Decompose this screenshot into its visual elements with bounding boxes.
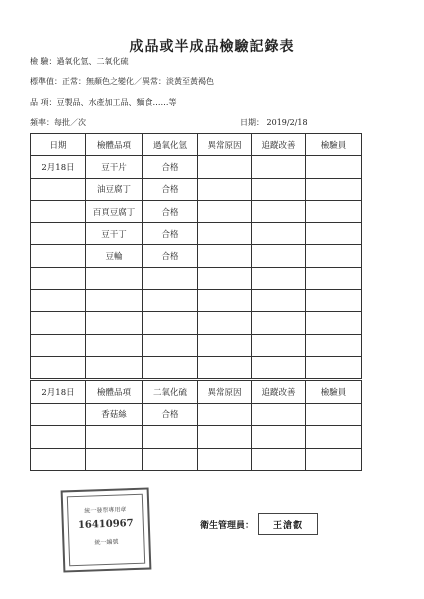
stamp-number: 16410967	[77, 518, 134, 531]
table-cell: 豆干丁	[86, 223, 143, 245]
sulfur-dioxide-table	[30, 380, 362, 471]
table-cell	[306, 178, 362, 200]
table-cell	[306, 245, 362, 267]
table-cell	[143, 334, 198, 356]
column-header: 過氧化氫	[143, 134, 198, 156]
table-cell	[86, 312, 143, 334]
table-row	[31, 200, 362, 222]
column-header: 異常原因	[198, 134, 252, 156]
table-cell	[143, 312, 198, 334]
table-cell	[86, 448, 143, 471]
column-header: 追蹤改善	[252, 381, 306, 404]
table-cell: 豆干片	[86, 156, 143, 178]
table-row	[31, 312, 362, 334]
table-cell	[143, 426, 198, 449]
table-cell	[306, 356, 362, 378]
table-cell: 合格	[143, 178, 198, 200]
column-header: 檢體品項	[86, 381, 143, 404]
table-cell	[31, 178, 86, 200]
table-cell	[252, 200, 306, 222]
column-header: 2月18日	[31, 381, 86, 404]
table-cell	[252, 448, 306, 471]
table-row	[31, 223, 362, 245]
table-cell	[198, 156, 252, 178]
inspection-items: 檢 驗：過氧化氫、二氧化硫	[30, 57, 129, 66]
table-cell	[252, 156, 306, 178]
table-cell	[31, 223, 86, 245]
table-cell	[31, 356, 86, 378]
table-cell	[143, 356, 198, 378]
table-cell: 合格	[143, 223, 198, 245]
table-cell	[198, 245, 252, 267]
table-cell	[252, 245, 306, 267]
column-header: 檢體品項	[86, 134, 143, 156]
table-cell	[31, 200, 86, 222]
table-cell	[198, 267, 252, 289]
table-cell: 合格	[143, 245, 198, 267]
column-header: 日期	[31, 134, 86, 156]
table-cell	[198, 426, 252, 449]
table-cell	[198, 403, 252, 426]
table-cell	[252, 223, 306, 245]
table-cell	[198, 448, 252, 471]
table-cell	[86, 290, 143, 312]
product-categories: 品 項：豆製品、水產加工品、麵食……等	[30, 98, 177, 107]
table-cell	[306, 223, 362, 245]
table-cell	[31, 245, 86, 267]
table-cell	[252, 178, 306, 200]
column-header: 異常原因	[198, 381, 252, 404]
table-cell	[252, 356, 306, 378]
table-cell	[143, 448, 198, 471]
table-cell	[31, 334, 86, 356]
table-cell	[31, 312, 86, 334]
table-cell: 百頁豆腐丁	[86, 200, 143, 222]
table-row	[31, 356, 362, 378]
table-cell	[198, 334, 252, 356]
table-cell	[86, 426, 143, 449]
table-cell	[306, 200, 362, 222]
table-cell: 合格	[143, 200, 198, 222]
column-header: 二氧化硫	[143, 381, 198, 404]
table-cell	[198, 312, 252, 334]
stamp-line: 統一發票專用章	[84, 506, 127, 515]
table-cell	[306, 312, 362, 334]
table-row	[31, 245, 362, 267]
table-cell	[306, 448, 362, 471]
table-cell	[198, 290, 252, 312]
column-header: 檢驗員	[306, 381, 362, 404]
table-cell	[86, 356, 143, 378]
table-cell	[31, 290, 86, 312]
column-header: 檢驗員	[306, 134, 362, 156]
table-row	[31, 334, 362, 356]
table-cell	[86, 267, 143, 289]
record-date: 日期： 2019/2/18	[240, 118, 308, 127]
table-cell	[31, 448, 86, 471]
table-cell	[31, 403, 86, 426]
standard-values: 標準值：正常：無顏色之變化／異常：淡黃至黃褐色	[30, 77, 214, 86]
column-header: 追蹤改善	[252, 134, 306, 156]
table-cell	[306, 426, 362, 449]
header-row	[31, 134, 362, 156]
table-row	[31, 426, 362, 449]
table-row	[31, 156, 362, 178]
table-cell: 香菇絲	[86, 403, 143, 426]
table-cell	[143, 290, 198, 312]
table-cell: 2月18日	[31, 156, 86, 178]
table-cell	[198, 200, 252, 222]
table-cell	[143, 267, 198, 289]
table-cell	[252, 334, 306, 356]
table-cell	[252, 312, 306, 334]
table-row	[31, 448, 362, 471]
manager-seal: 王滄叡	[258, 513, 318, 535]
table-cell	[31, 426, 86, 449]
page-title: 成品或半成品檢驗記錄表	[129, 39, 295, 55]
table-cell	[306, 290, 362, 312]
hygiene-manager-label: 衛生管理員：	[200, 521, 255, 531]
hydrogen-peroxide-table	[30, 133, 362, 379]
header-row	[31, 381, 362, 404]
table-row	[31, 178, 362, 200]
table-cell	[252, 267, 306, 289]
table-cell: 油豆腐丁	[86, 178, 143, 200]
table-cell	[252, 403, 306, 426]
table-cell	[306, 267, 362, 289]
table-cell	[198, 223, 252, 245]
frequency: 頻率：每批／次	[30, 118, 86, 127]
table-cell: 合格	[143, 403, 198, 426]
table-row	[31, 290, 362, 312]
table-row	[31, 403, 362, 426]
table-cell	[252, 426, 306, 449]
company-stamp	[61, 487, 152, 572]
table-cell: 豆輪	[86, 245, 143, 267]
table-cell	[198, 178, 252, 200]
table-cell	[252, 290, 306, 312]
table-cell	[306, 334, 362, 356]
table-cell	[306, 156, 362, 178]
table-cell	[306, 403, 362, 426]
table-cell	[86, 334, 143, 356]
table-cell: 合格	[143, 156, 198, 178]
table-row	[31, 267, 362, 289]
table-cell	[198, 356, 252, 378]
stamp-line: 統一編號	[94, 538, 119, 547]
table-cell	[31, 267, 86, 289]
